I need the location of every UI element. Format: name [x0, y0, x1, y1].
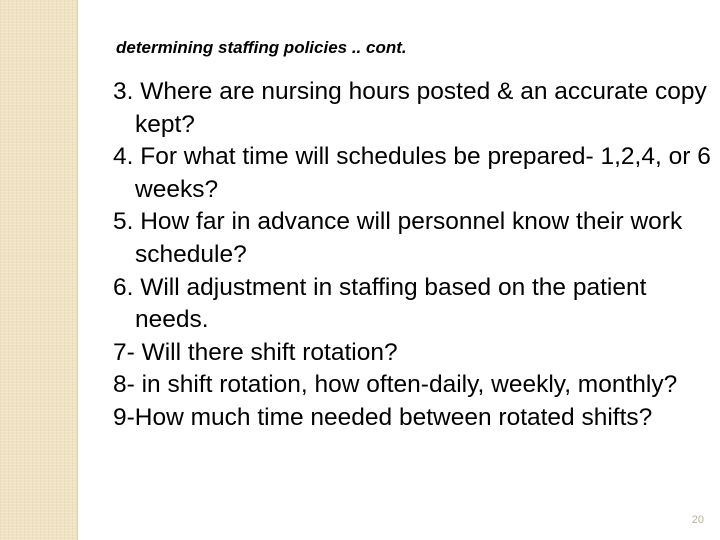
question-list: [113, 76, 713, 435]
slide-subtitle: determining staffing policies .. cont.: [116, 38, 407, 57]
list-item: 6. Will adjustment in staffing based on the patient needs.: [113, 273, 647, 334]
list-item: 9-How much time needed between rotated shifts?: [113, 403, 653, 431]
decorative-side-bar: [0, 0, 78, 540]
list-item: 7- Will there shift rotation?: [113, 338, 398, 366]
list-item: 3. Where are nursing hours posted & an accurate copy kept?: [113, 78, 707, 138]
list-item: 4. For what time will schedules be prepared- 1,2,4, or 6 weeks?: [113, 143, 711, 203]
list-item: 8- in shift rotation, how often-daily, weekly, monthly?: [113, 371, 678, 399]
page-number: 20: [691, 514, 704, 526]
list-item: 5. How far in advance will personnel know their work schedule?: [113, 208, 683, 268]
